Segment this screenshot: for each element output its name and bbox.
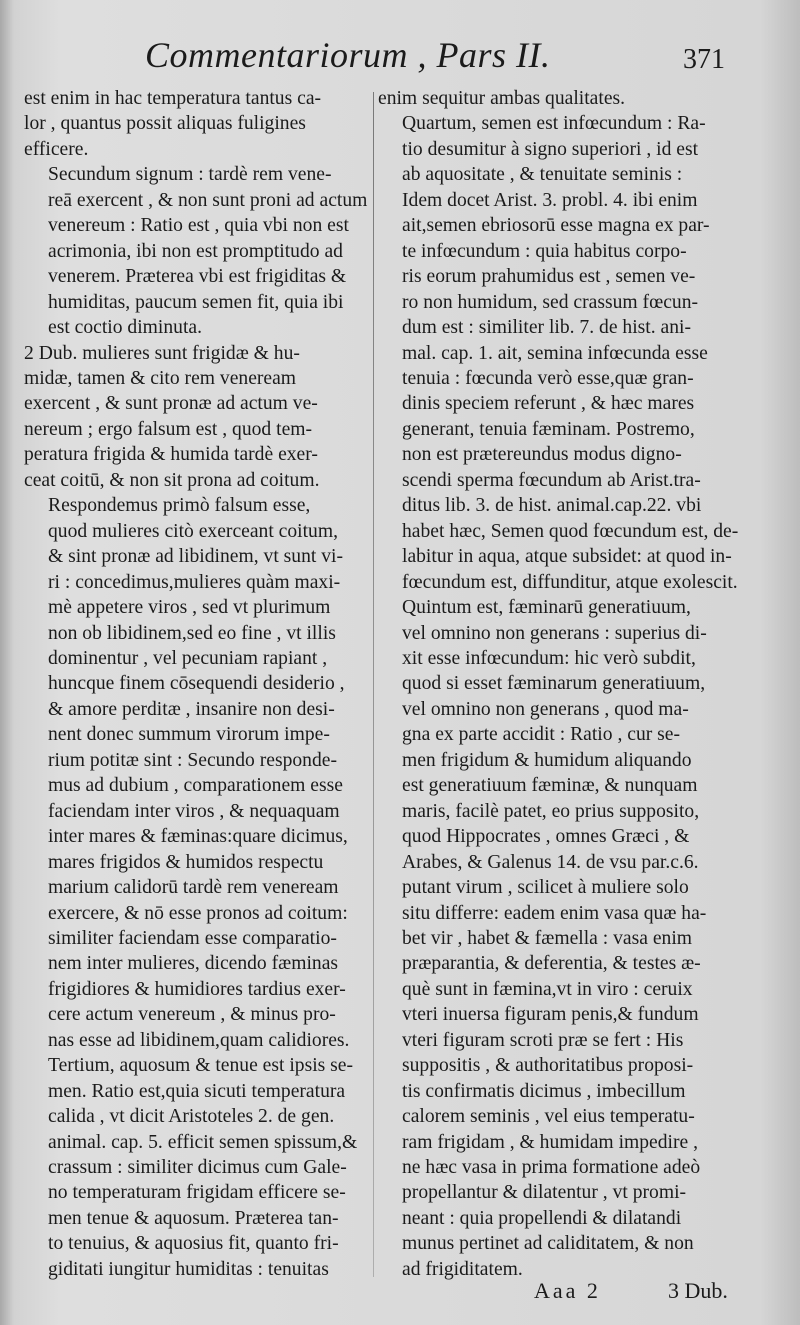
text-line: no temperaturam frigidam efficere se- (48, 1182, 346, 1204)
text-line: vteri figuram scroti præ se fert : His (402, 1029, 684, 1051)
text-line: animal. cap. 5. efficit semen spissum,& (48, 1131, 358, 1153)
text-line: dinis speciem referunt , & hæc mares (402, 393, 695, 415)
text-line: neant : quia propellendi & dilatandi (402, 1207, 682, 1229)
text-line: habet hæc, Semen quod fœcundum est, de- (402, 520, 739, 542)
text-line: marium calidorū tardè rem veneream (48, 877, 339, 899)
text-line: nem inter mulieres, dicendo fæminas (48, 953, 339, 975)
text-line: nereum ; ergo falsum est , quod tem- (24, 418, 313, 440)
text-line: vteri inuersa figuram penis,& fundum (402, 1004, 699, 1026)
text-line: mus ad dubium , comparationem esse (48, 775, 343, 797)
text-line: efficere. (24, 138, 89, 160)
paragraph (24, 86, 374, 162)
text-line: ris eorum prahumidus est , semen ve- (402, 266, 696, 288)
text-line: Arabes, & Galenus 14. de vsu par.c.6. (402, 851, 699, 873)
text-line: dominentur , vel pecuniam rapiant , (48, 647, 328, 669)
text-line: vel omnino non generans , quod ma- (402, 698, 689, 720)
paragraph (378, 86, 740, 111)
text-line: maris, facilè patet, eo prius supposito, (402, 800, 700, 822)
text-line: enim sequitur ambas qualitates. (378, 88, 626, 109)
text-line: lor , quantus possit aliquas fuligines (24, 113, 306, 135)
text-line: suppositis , & authoritatibus proposi- (402, 1055, 694, 1077)
text-line: te infœcundum : quia habitus corpo- (402, 240, 687, 262)
text-line: ne hæc vasa in prima formatione adeò (402, 1157, 701, 1179)
text-line: est coctio diminuta. (48, 317, 202, 339)
text-line: to tenuius, & aquosius fit, quanto fri- (48, 1233, 339, 1255)
text-line: venerem. Præterea vbi est frigiditas & (48, 266, 347, 288)
text-line: putant virum , scilicet à muliere solo (402, 877, 689, 899)
page-number: 371 (683, 44, 725, 75)
text-line: crassum : similiter dicimus cum Gale- (48, 1157, 347, 1179)
text-line: fœcundum est, diffunditur, atque exolescit. (402, 571, 738, 593)
text-line: frigidiores & humidiores tardius exer- (48, 978, 346, 1000)
text-line: nas esse ad libidinem,quam calidiores. (48, 1029, 350, 1051)
text-line: calida , vt dicit Aristoteles 2. de gen. (48, 1106, 335, 1128)
paragraph (24, 162, 374, 340)
page-header (0, 28, 800, 88)
text-line: est enim in hac temperatura tantus ca- (24, 88, 322, 109)
text-line: situ differre: eadem enim vasa quæ ha- (402, 902, 707, 924)
text-line: & amore perditæ , insanire non desi- (48, 698, 335, 720)
text-line: ditus lib. 3. de hist. animal.cap.22. vbi (402, 495, 702, 517)
text-line: ram frigidam , & humidam impedire , (402, 1131, 699, 1153)
text-line: præparantia, & deferentia, & testes æ- (402, 953, 701, 975)
text-line: mares frigidos & humidos respectu (48, 851, 324, 873)
running-title: Commentariorum , Pars II. (145, 35, 551, 75)
text-line: 2 Dub. mulieres sunt frigidæ & hu- (24, 342, 300, 364)
text-line: est generatiuum fæminæ, & nunquam (402, 775, 698, 797)
text-line: gna ex parte accidit : Ratio , cur se- (402, 724, 681, 746)
text-line: propellantur & dilatentur , vt promi- (402, 1182, 687, 1204)
text-line: cere actum venereum , & minus pro- (48, 1004, 336, 1026)
text-line: acrimonia, ibi non est promptitudo ad (48, 240, 343, 262)
text-line: Quintum est, fæminarū generatiuum, (402, 597, 691, 619)
text-line: tio desumitur à signo superiori , id est (402, 138, 699, 160)
left-column (24, 86, 374, 1282)
text-line: tis confirmatis dicimus , imbecillum (402, 1080, 686, 1102)
text-line: mè appetere viros , sed vt plurimum (48, 597, 331, 619)
text-line: Secundum signum : tardè rem vene- (48, 164, 332, 186)
text-line: & sint pronæ ad libidinem, vt sunt vi- (48, 546, 343, 568)
text-line: inter mares & fæminas:quare dicimus, (48, 826, 348, 848)
text-line: reā exercent , & non sunt proni ad actum (48, 189, 368, 211)
text-line: quod si esset fæminarum generatiuum, (402, 673, 706, 695)
text-line: midæ, tamen & cito rem veneream (24, 367, 297, 389)
text-line: ait,semen ebriosorū esse magna ex par- (402, 215, 710, 237)
text-line: munus pertinet ad caliditatem, & non (402, 1233, 694, 1255)
paragraph (24, 341, 374, 494)
text-line: mal. cap. 1. ait, semina infœcunda esse (402, 342, 708, 364)
text-line: men frigidum & humidum aliquando (402, 749, 692, 771)
text-line: non ob libidinem,sed eo fine , vt illis (48, 622, 336, 644)
text-line: exercent , & sunt pronæ ad actum ve- (24, 393, 318, 415)
text-line: peratura frigida & humida tardè exer- (24, 444, 318, 466)
text-line: Respondemus primò falsum esse, (48, 495, 311, 517)
text-line: ro non humidum, sed crassum fœcun- (402, 291, 699, 313)
text-line: Quartum, semen est infœcundum : Ra- (402, 113, 706, 135)
text-line: giditati iungitur humiditas : tenuitas (48, 1258, 329, 1280)
catchword: 3 Dub. (668, 1278, 728, 1303)
text-line: ri : concedimus,mulieres quàm maxi- (48, 571, 341, 593)
text-line: labitur in aqua, atque subsidet: at quod in- (402, 546, 732, 568)
text-line: non est prætereundus modus digno- (402, 444, 682, 466)
text-line: generant, tenuia fæminam. Postremo, (402, 418, 695, 440)
text-line: quod Hippocrates , omnes Græci , & (402, 826, 690, 848)
text-line: scendi sperma fœcundum ab Arist.tra- (402, 469, 701, 491)
text-line: dum est : similiter lib. 7. de hist. ani- (402, 317, 691, 339)
text-line: quod mulieres citò exerceant coitum, (48, 520, 338, 542)
paragraph (378, 111, 740, 595)
page-footer (0, 1278, 800, 1318)
text-line: rium potitæ sint : Secundo responde- (48, 749, 337, 771)
signature-mark: Aaa 2 (534, 1278, 601, 1303)
text-line: ab aquositate , & tenuitate seminis : (402, 164, 683, 186)
column-divider (373, 92, 374, 1277)
paragraph (24, 1053, 374, 1282)
right-column (378, 86, 740, 1282)
text-line: men tenue & aquosum. Præterea tan- (48, 1207, 339, 1229)
text-line: què sunt in fæmina,vt in viro : ceruix (402, 978, 693, 1000)
text-line: ad frigiditatem. (402, 1258, 523, 1280)
text-line: calorem seminis , vel eius temperatu- (402, 1106, 695, 1128)
paragraph (24, 493, 374, 1053)
text-line: exercere, & nō esse pronos ad coitum: (48, 902, 348, 924)
text-line: faciendam inter viros , & nequaquam (48, 800, 340, 822)
text-line: tenuia : fœcunda verò esse,quæ gran- (402, 367, 694, 389)
text-line: nent donec summum virorum impe- (48, 724, 330, 746)
text-line: venereum : Ratio est , quia vbi non est (48, 215, 349, 237)
text-line: xit esse infœcundum: hic verò subdit, (402, 647, 696, 669)
text-line: Tertium, aquosum & tenue est ipsis se- (48, 1055, 354, 1077)
paragraph (378, 595, 740, 1282)
text-line: Idem docet Arist. 3. probl. 4. ibi enim (402, 189, 698, 211)
text-line: bet vir , habet & fæmella : vasa enim (402, 927, 693, 949)
text-line: huncque finem cōsequendi desiderio , (48, 673, 345, 695)
text-line: similiter faciendam esse comparatio- (48, 927, 337, 949)
text-line: ceat coitū, & non sit prona ad coitum. (24, 469, 320, 491)
text-line: men. Ratio est,quia sicuti temperatura (48, 1080, 346, 1102)
text-line: humiditas, paucum semen fit, quia ibi (48, 291, 344, 313)
text-line: vel omnino non generans : superius di- (402, 622, 707, 644)
